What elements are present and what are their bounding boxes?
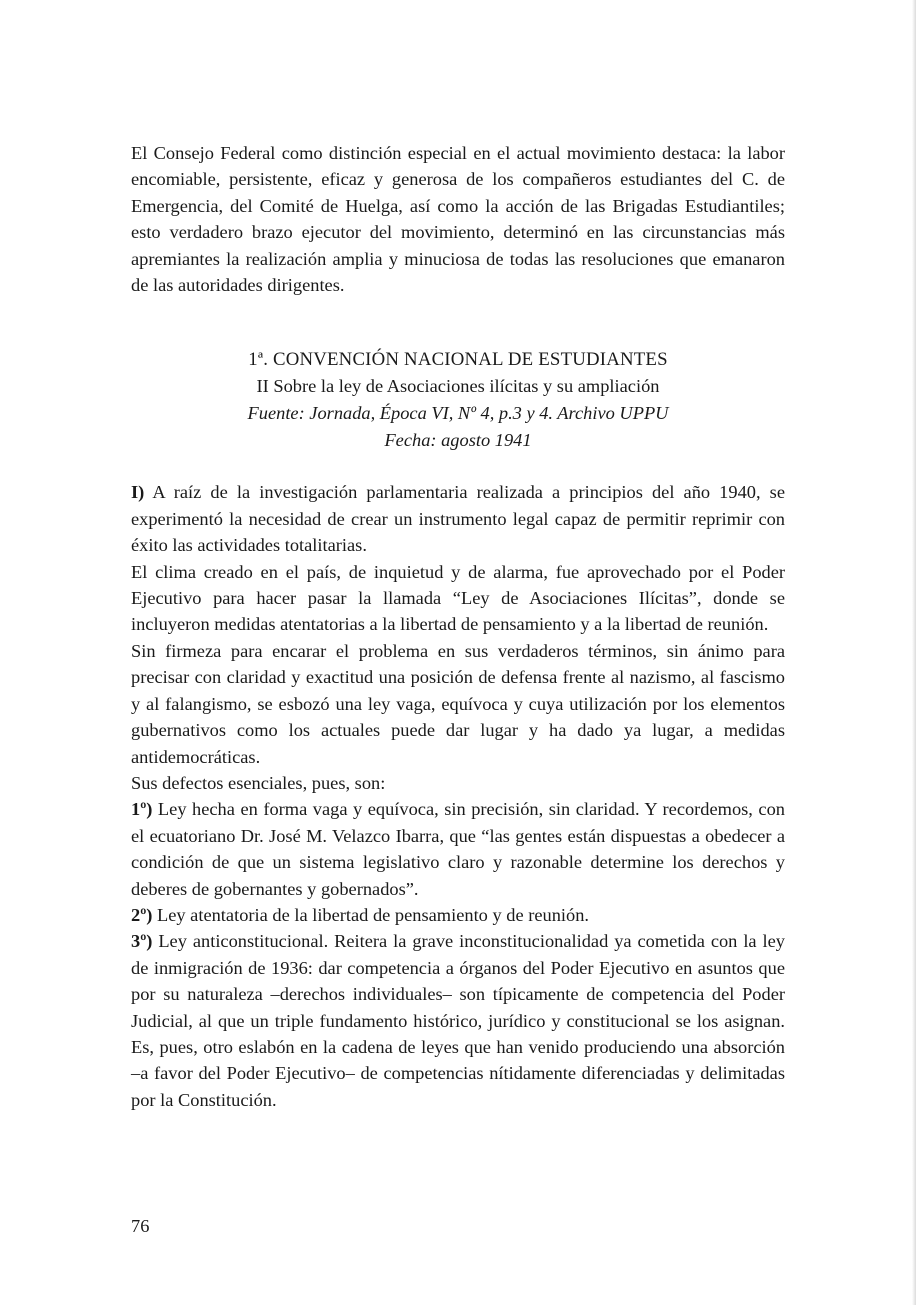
body-paragraph-3: Sin firmeza para encarar el problema en sus verdaderos términos, sin ánimo para precisar con claridad y exactitud una posición de defensa frente al nazismo, al fascismo y al falangismo, se esbozó una ley vaga, equívoca y cuya utilización por los elementos gubernativos como los actuales puede dar lugar y ha dado ya lugar, a medidas antidemocráticas. bbox=[131, 640, 785, 767]
page-edge-shadow bbox=[912, 0, 916, 1305]
body-paragraph-6 bbox=[131, 902, 785, 928]
body-paragraph-2: El clima creado en el país, de inquietud y de alarma, fue aprovechado por el Poder Ejecutivo para hacer pasar la llamada “Ley de Asociaciones Ilícitas”, donde se incluyeron medidas atentatorias a la libertad de pensamiento y a la libertad de reunión. bbox=[131, 561, 785, 635]
section-heading bbox=[131, 346, 785, 454]
page-number: 76 bbox=[131, 1216, 150, 1236]
list-marker: 1º) bbox=[131, 799, 153, 820]
heading-source: Fuente: Jornada, Época VI, Nº 4, p.3 y 4. Archivo UPPU bbox=[247, 403, 669, 424]
paragraph-text: A raíz de la investigación parlamentaria realizada a principios del año 1940, se experimentó la necesidad de crear un instrumento legal capaz de permitir reprimir con éxito las actividades totalitarias. bbox=[131, 482, 785, 556]
body-paragraph-7 bbox=[131, 928, 785, 1113]
heading-title: 1ª. CONVENCIÓN NACIONAL DE ESTUDIANTES bbox=[248, 349, 668, 371]
list-marker: 2º) bbox=[131, 904, 153, 925]
body-paragraph-5 bbox=[131, 796, 785, 902]
list-marker: 3º) bbox=[131, 931, 153, 952]
list-item-text: Ley atentatoria de la libertad de pensamiento y de reunión. bbox=[152, 904, 589, 925]
intro-paragraph: El Consejo Federal como distinción especial en el actual movimiento destaca: la labor encomiable, persistente, eficaz y generosa de los compañeros estudiantes del C. de Emergencia, del Comité de Huelga, así como la acción de las Brigadas Estudiantiles; esto verdadero brazo ejecutor del movimiento, determinó en las circunstancias más apremiantes la realización amplia y minuciosa de todas las resoluciones que emanaron de las autoridades dirigentes. bbox=[131, 143, 785, 296]
list-item-text: Ley anticonstitucional. Reitera la grave inconstitucionalidad ya cometida con la ley de inmigración de 1936: dar competencia a órganos del Poder Ejecutivo en asuntos que por su naturaleza –derechos individuales– son típicamente de competencia del Poder Judicial, al que un triple fundamento histórico, jurídico y constitucional se los asignan. Es, pues, otro eslabón en la cadena de leyes que han venido produciendo una absorción –a favor del Poder Ejecutivo– de competencias nítidamente diferenciadas y delimitadas por la Constitución. bbox=[131, 931, 785, 1110]
paragraph-marker: I) bbox=[131, 482, 145, 503]
page-content bbox=[131, 140, 785, 1113]
heading-subtitle: II Sobre la ley de Asociaciones ilícitas y su ampliación bbox=[256, 376, 660, 397]
body-paragraph-1 bbox=[131, 479, 785, 558]
list-item-text: Ley hecha en forma vaga y equívoca, sin precisión, sin claridad. Y recordemos, con el ecuatoriano Dr. José M. Velazco Ibarra, que “las gentes están dispuestas a obedecer a condición de que un sistema legislativo claro y razonable determine los derechos y deberes de gobernantes y gobernados”. bbox=[131, 799, 785, 899]
heading-date: Fecha: agosto 1941 bbox=[384, 430, 532, 451]
body-paragraph-4: Sus defectos esenciales, pues, son: bbox=[131, 772, 386, 793]
